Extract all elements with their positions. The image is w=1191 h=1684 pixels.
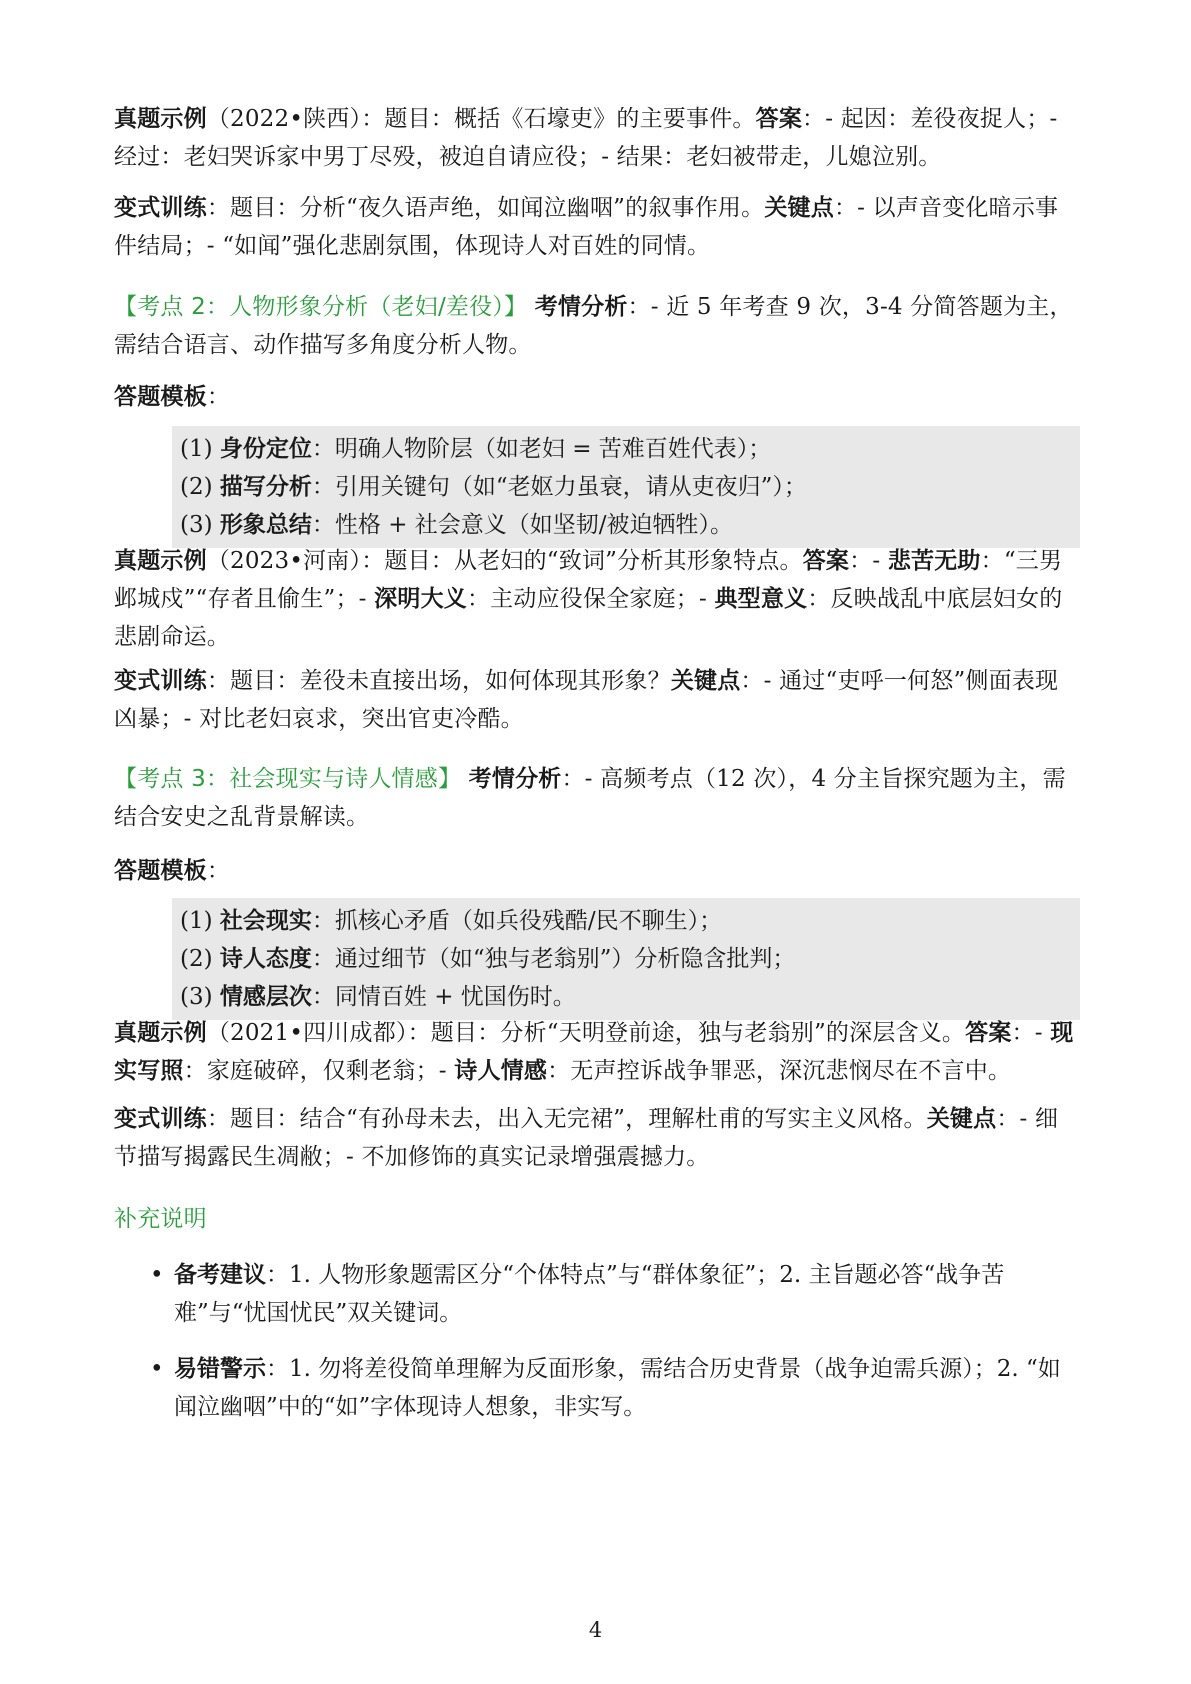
text: ：- [1011,1020,1051,1046]
line-number: (1) [180,436,220,462]
label-exam-example: 真题示例 [114,106,207,132]
exam-example-3 [114,1014,1080,1090]
text: ：- [849,548,888,574]
answer-template-label-2 [114,852,1080,890]
line-label: 社会现实 [219,908,312,934]
text: （2021•四川成都）：题目：分析“天明登前途，独与老翁别”的深层含义。 [206,1020,966,1046]
text: ：无声控诉战争罪恶，深沉悲悯尽在不言中。 [547,1058,1012,1084]
item-label: 备考建议 [174,1262,266,1288]
label-answer: 答案 [802,548,850,574]
item-text: ：1. 勿将差役简单理解为反面形象，需结合历史背景（战争迫需兵源）；2. “如闻泣幽咽”中的“如”字体现诗人想象，非实写。 [174,1356,1061,1420]
line-label: 诗人态度 [219,946,312,972]
label-answer-template: 答题模板 [114,858,207,884]
keyword: 悲苦无助 [887,548,981,574]
text: ：反映战乱中底层妇女的悲剧命运。 [114,586,1063,650]
line-text: ：明确人物阶层（如老妇 = 苦难百姓代表）； [311,436,772,462]
label-answer: 答案 [755,106,803,132]
label-analysis: 考情分析 [534,294,628,320]
text: ： [206,858,231,884]
line-number: (3) [180,984,220,1010]
supplement-heading: 补充说明 [114,1206,207,1232]
item-text: ：1. 人物形象题需区分“个体特点”与“群体象征”；2. 主旨题必答“战争苦难”与“忧国忧民”双关键词。 [174,1262,1005,1326]
answer-template-box-2 [172,898,1080,1020]
text: ：题目：分析“夜久语声绝，如闻泣幽咽”的叙事作用。 [206,195,765,221]
line-text: ：性格 + 社会意义（如坚韧/被迫牺牲）。 [311,512,734,538]
label-exam-example: 真题示例 [114,1020,207,1046]
exam-point-heading: 【考点 3：社会现实与诗人情感】 [114,766,462,792]
exam-point-heading: 【考点 2：人物形象分析（老妇/差役）】 [114,294,528,320]
text: ：- 起因：差役夜捉人；- 经过：老妇哭诉家中男丁尽殁，被迫自请应役；- 结果：老妇被带走，儿媳泣别。 [114,106,1058,170]
exam-example-2 [114,542,1080,656]
page-number: 4 [588,1618,603,1642]
template-line [180,468,1080,506]
text: ：- 通过“吏呼一何怒”侧面表现凶暴；- 对比老妇哀求，突出官吏冷酷。 [114,668,1059,732]
line-label: 情感层次 [219,984,312,1010]
line-text: ：同情百姓 + 忧国伤时。 [311,984,576,1010]
keyword: 诗人情感 [454,1058,548,1084]
label-variant-training: 变式训练 [114,195,207,221]
text: ：题目：差役未直接出场，如何体现其形象？ [206,668,671,694]
line-text: ：通过细节（如“独与老翁别”）分析隐含批判； [311,946,796,972]
label-answer-template: 答题模板 [114,384,207,410]
exam-point-2 [114,288,1080,364]
variant-training-1 [114,189,1080,265]
answer-template-box-1 [172,426,1080,548]
line-number: (2) [180,946,220,972]
line-text: ：抓核心矛盾（如兵役残酷/民不聊生）； [311,908,723,934]
text: ：- 近 5 年考查 9 次，3-4 分简答题为主，需结合语言、动作描写多角度分析人物。 [114,294,1073,358]
line-text: ：引用关键句（如“老妪力虽衰，请从吏夜归”）； [311,474,807,500]
keyword: 现实写照 [114,1020,1074,1084]
text: （2022•陕西）：题目：概括《石壕吏》的主要事件。 [206,106,756,132]
text: ：- 细节描写揭露民生凋敝；- 不加修饰的真实记录增强震撼力。 [114,1106,1059,1170]
list-item [150,1256,1080,1332]
label-analysis: 考情分析 [468,766,562,792]
label-key-point: 关键点 [926,1106,997,1132]
line-label: 形象总结 [219,512,312,538]
bullet-symbol: • [150,1356,164,1382]
label-answer: 答案 [965,1020,1012,1046]
label-key-point: 关键点 [764,195,834,221]
label-exam-example: 真题示例 [114,548,207,574]
template-line [180,506,1080,544]
variant-training-2 [114,662,1080,738]
template-line [180,902,1080,940]
template-line [180,978,1080,1016]
text: ：题目：结合“有孙母未去，出入无完裙”，理解杜甫的写实主义风格。 [206,1106,927,1132]
line-number: (1) [180,908,220,934]
template-line [180,430,1080,468]
text: ：- 高频考点（12 次），4 分主旨探究题为主，需结合安史之乱背景解读。 [114,766,1066,830]
text: ：主动应役保全家庭；- [466,586,715,612]
exam-example-1 [114,100,1080,176]
exam-point-3 [114,760,1080,836]
text: ： [206,384,231,410]
line-number: (2) [180,474,220,500]
template-line [180,940,1080,978]
text: ：- 以声音变化暗示事件结局；- “如闻”强化悲剧氛围，体现诗人对百姓的同情。 [114,195,1059,259]
variant-training-3 [114,1100,1080,1176]
answer-template-label-1 [114,378,1080,416]
text: ：家庭破碎，仅剩老翁；- [183,1058,455,1084]
bullet-symbol: • [150,1262,164,1288]
list-item [150,1350,1080,1426]
line-number: (3) [180,512,220,538]
item-label: 易错警示 [174,1356,266,1382]
label-variant-training: 变式训练 [114,668,207,694]
text: ：“三男邺城戍”“存者且偷生”；- [114,548,1063,612]
label-key-point: 关键点 [670,668,741,694]
text: （2023•河南）：题目：从老妇的“致词”分析其形象特点。 [206,548,803,574]
keyword: 典型意义 [714,586,808,612]
line-label: 身份定位 [219,436,312,462]
supplement-list [150,1256,1080,1426]
line-label: 描写分析 [219,474,312,500]
keyword: 深明大义 [374,586,467,612]
label-variant-training: 变式训练 [114,1106,207,1132]
